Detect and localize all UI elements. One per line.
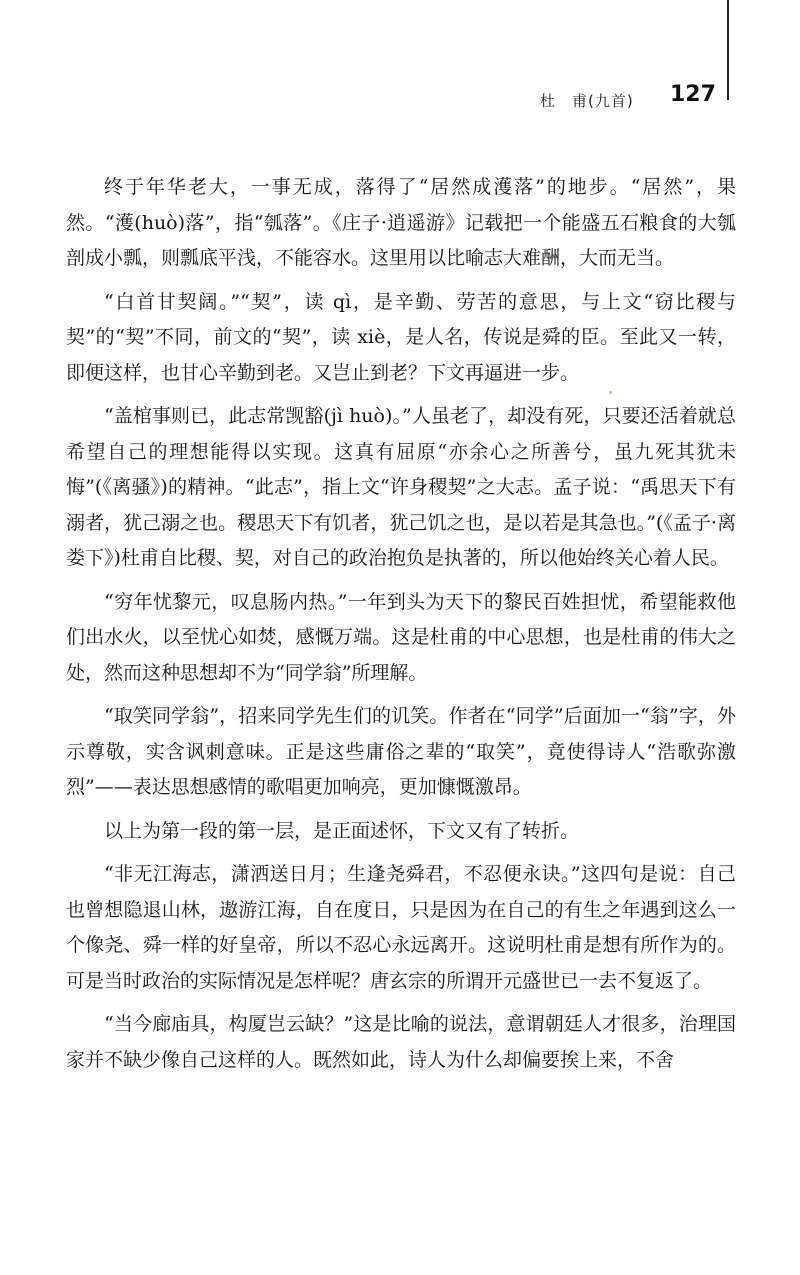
paragraph: “穷年忧黎元，叹息肠内热。”一年到头为天下的黎民百姓担忧，希望能救他们出水火，以至忧心如焚，感慨万端。这是杜甫的中心思想，也是杜甫的伟大之处，然而这种思想却不为“同学翁”所理解。 (66, 590, 736, 684)
running-title: 杜 甫(九首) (540, 92, 634, 110)
paper-speck (609, 391, 612, 394)
paragraph: 终于年华老大，一事无成，落得了“居然成濩落”的地步。“居然”，果然。“濩(huò)落”，指“瓠落”。《庄子·逍遥游》记载把一个能盛五石粮食的大瓠剖成小瓢，则瓢底平浅，不能容水。这里用以比喻志大难酬，大而无当。 (66, 176, 736, 269)
page-number: 127 (670, 82, 716, 107)
paragraph: “当今廊庙具，构厦岂云缺？”这是比喻的说法，意谓朝廷人才很多，治理国家并不缺少像自己这样的人。既然如此，诗人为什么却偏要挨上来，不舍 (66, 1013, 736, 1071)
header-vertical-rule (727, 0, 729, 100)
body-text (66, 170, 736, 1086)
paragraph: “白首甘契阔。”“契”，读 qì，是辛勤、劳苦的意思，与上文“窃比稷与契”的“契”不同，前文的“契”，读 xiè，是人名，传说是舜的臣。至此又一转，即便这样，也甘心辛勤到老。又岂止到老？下文再逼进一步。 (66, 290, 736, 384)
paragraph: 以上为第一段的第一层，是正面述怀，下文又有了转折。 (104, 819, 580, 842)
paragraph: “盖棺事则已，此志常觊豁(jì huò)。”人虽老了，却没有死，只要还活着就总希望自己的理想能得以实现。这真有屈原“亦余心之所善兮，虽九死其犹未悔”(《离骚》)的精神。“此志”，指上文“许身稷契”之大志。孟子说：“禹思天下有溺者，犹己溺之也。稷思天下有饥者，犹己饥之也，是以若是其急也。”(《孟子·离娄下》)杜甫自比稷、契，对自己的政治抱负是执著的，所以他始终关心着人民。 (66, 405, 736, 569)
paragraph: “非无江海志，潇洒送日月；生逢尧舜君，不忍便永诀。”这四句是说：自己也曾想隐退山林，遨游江海，自在度日，只是因为在自己的有生之年遇到这么一个像尧、舜一样的好皇帝，所以不忍心永远离开。这说明杜甫是想有所作为的。可是当时政治的实际情况是怎样呢？唐玄宗的所谓开元盛世已一去不复返了。 (66, 863, 736, 992)
page-header (540, 82, 725, 112)
paragraph: “取笑同学翁”，招来同学先生们的讥笑。作者在“同学”后面加一“翁”字，外示尊敬，实含讽刺意味。正是这些庸俗之辈的“取笑”，竟使得诗人“浩歌弥激烈”——表达思想感情的歌唱更加响亮，更加慷慨激昂。 (66, 705, 736, 798)
